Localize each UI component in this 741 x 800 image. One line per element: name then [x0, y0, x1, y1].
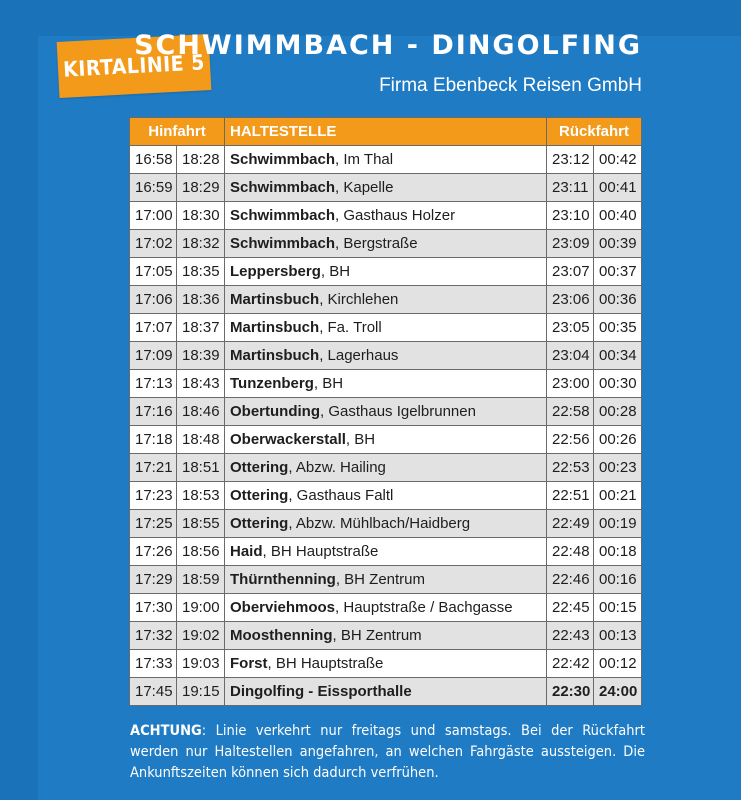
stop-cell [225, 202, 547, 230]
return-time-1: 23:05 [547, 314, 594, 342]
stop-detail: , Bergstraße [335, 235, 418, 252]
stop-detail: , Hauptstraße / Bachgasse [335, 599, 513, 616]
stop-place: Forst [230, 655, 268, 672]
outbound-time-1: 17:32 [130, 622, 177, 650]
stop-cell [225, 370, 547, 398]
outbound-time-2: 19:00 [177, 594, 225, 622]
stop-detail: , Gasthaus Holzer [335, 207, 456, 224]
stop-cell [225, 426, 547, 454]
outbound-time-1: 17:33 [130, 650, 177, 678]
return-time-2: 00:37 [594, 258, 642, 286]
outbound-time-1: 17:45 [130, 678, 177, 706]
table-row [130, 202, 642, 230]
return-time-2: 00:28 [594, 398, 642, 426]
final-stop-name: Dingolfing - Eissporthalle [225, 678, 547, 706]
return-time-1: 23:10 [547, 202, 594, 230]
return-time-2: 00:12 [594, 650, 642, 678]
stop-cell [225, 174, 547, 202]
table-row [130, 454, 642, 482]
return-time-1: 22:45 [547, 594, 594, 622]
outbound-time-1: 17:09 [130, 342, 177, 370]
return-time-2: 00:36 [594, 286, 642, 314]
return-time-1: 22:56 [547, 426, 594, 454]
stop-place: Martinsbuch [230, 291, 320, 308]
table-row [130, 510, 642, 538]
table-row [130, 538, 642, 566]
stop-cell [225, 286, 547, 314]
stop-cell [225, 454, 547, 482]
table-row [130, 398, 642, 426]
table-row [130, 286, 642, 314]
stop-cell [225, 314, 547, 342]
return-time-1: 22:53 [547, 454, 594, 482]
return-time-2: 00:26 [594, 426, 642, 454]
line-badge-label: KIRTALINIE 5 [62, 50, 206, 82]
stop-cell [225, 510, 547, 538]
table-row [130, 342, 642, 370]
return-time-2: 00:34 [594, 342, 642, 370]
return-time-2: 00:39 [594, 230, 642, 258]
return-time-2: 00:23 [594, 454, 642, 482]
header-return: Rückfahrt [547, 118, 642, 146]
stop-place: Ottering [230, 515, 289, 532]
stop-place: Tunzenberg [230, 375, 314, 392]
return-time-1: 23:07 [547, 258, 594, 286]
table-row [130, 622, 642, 650]
stop-place: Schwimmbach [230, 207, 336, 224]
table-row [130, 426, 642, 454]
outbound-time-2: 18:37 [177, 314, 225, 342]
stop-detail: , Lagerhaus [319, 347, 399, 364]
table-row [130, 314, 642, 342]
stop-cell [225, 650, 547, 678]
table-row [130, 174, 642, 202]
stop-cell [225, 398, 547, 426]
return-time-1: 23:12 [547, 146, 594, 174]
stop-detail: , Kirchlehen [319, 291, 399, 308]
outbound-time-1: 17:30 [130, 594, 177, 622]
outbound-time-2: 18:32 [177, 230, 225, 258]
route-title: SCHWIMMBACH - DINGOLFING [134, 30, 642, 61]
outbound-time-2: 19:15 [177, 678, 225, 706]
outbound-time-2: 19:02 [177, 622, 225, 650]
outbound-time-2: 18:36 [177, 286, 225, 314]
stop-detail: , Im Thal [335, 151, 394, 168]
outbound-time-1: 17:00 [130, 202, 177, 230]
outbound-time-1: 17:13 [130, 370, 177, 398]
stop-detail: , Abzw. Mühlbach/Haidberg [288, 515, 471, 532]
stop-cell [225, 146, 547, 174]
return-time-1: 23:00 [547, 370, 594, 398]
outbound-time-1: 17:02 [130, 230, 177, 258]
outbound-time-1: 17:29 [130, 566, 177, 594]
return-time-2: 00:15 [594, 594, 642, 622]
outbound-time-2: 18:39 [177, 342, 225, 370]
stop-place: Ottering [230, 487, 289, 504]
stop-place: Moosthenning [230, 627, 333, 644]
stop-place: Thürnthenning [230, 571, 336, 588]
stop-cell [225, 594, 547, 622]
stop-place: Schwimmbach [230, 235, 336, 252]
outbound-time-2: 18:43 [177, 370, 225, 398]
stop-cell [225, 622, 547, 650]
return-time-1: 22:48 [547, 538, 594, 566]
stop-cell [225, 230, 547, 258]
stop-detail: , BH [345, 431, 376, 448]
notice-label: ACHTUNG [130, 723, 202, 739]
return-time-1: 22:49 [547, 510, 594, 538]
return-time-2: 00:13 [594, 622, 642, 650]
operator-name: Firma Ebenbeck Reisen GmbH [379, 75, 642, 96]
table-row [130, 258, 642, 286]
stop-place: Haid [230, 543, 263, 560]
outbound-time-1: 17:25 [130, 510, 177, 538]
stop-detail: , BH Hauptstraße [262, 543, 379, 560]
stop-place: Obertunding [230, 403, 320, 420]
outbound-time-2: 18:35 [177, 258, 225, 286]
return-time-1: 23:11 [547, 174, 594, 202]
return-time-1: 22:58 [547, 398, 594, 426]
return-time-1: 22:51 [547, 482, 594, 510]
stop-cell [225, 258, 547, 286]
stop-place: Martinsbuch [230, 347, 320, 364]
table-row [130, 482, 642, 510]
timetable [129, 117, 642, 706]
return-time-2: 00:30 [594, 370, 642, 398]
return-time-2: 00:35 [594, 314, 642, 342]
outbound-time-1: 17:23 [130, 482, 177, 510]
stop-detail: , Gasthaus Faltl [288, 487, 394, 504]
stop-detail: , Fa. Troll [319, 319, 382, 336]
outbound-time-2: 18:56 [177, 538, 225, 566]
header-stop: HALTESTELLE [225, 118, 547, 146]
outbound-time-1: 17:26 [130, 538, 177, 566]
return-time-2: 00:21 [594, 482, 642, 510]
notice-text: : Linie verkehrt nur freitags und samstags. Bei der Rückfahrt werden nur Haltestellen angefahren, an welchen Fahrgäste aussteigen. Die Ankunftszeiten können sich dadurch verfrühen. [130, 723, 645, 781]
stop-place: Ottering [230, 459, 289, 476]
outbound-time-1: 17:18 [130, 426, 177, 454]
stop-place: Schwimmbach [230, 179, 336, 196]
table-row-final [130, 678, 642, 706]
table-row [130, 650, 642, 678]
return-time-1: 23:06 [547, 286, 594, 314]
stop-detail: , Gasthaus Igelbrunnen [320, 403, 476, 420]
return-time-1: 23:09 [547, 230, 594, 258]
outbound-time-1: 17:07 [130, 314, 177, 342]
outbound-time-1: 16:59 [130, 174, 177, 202]
timetable-header [130, 118, 642, 146]
return-time-1: 22:30 [547, 678, 594, 706]
stop-place: Schwimmbach [230, 151, 336, 168]
outbound-time-2: 18:59 [177, 566, 225, 594]
outbound-time-2: 18:46 [177, 398, 225, 426]
stop-detail: , Abzw. Hailing [288, 459, 386, 476]
outbound-time-1: 17:06 [130, 286, 177, 314]
table-row [130, 594, 642, 622]
outbound-time-2: 18:53 [177, 482, 225, 510]
stop-place: Martinsbuch [230, 319, 320, 336]
stop-cell [225, 538, 547, 566]
table-row [130, 370, 642, 398]
stop-detail: , BH [320, 263, 351, 280]
stop-cell [225, 566, 547, 594]
table-row [130, 230, 642, 258]
return-time-2: 00:41 [594, 174, 642, 202]
return-time-2: 00:42 [594, 146, 642, 174]
return-time-1: 22:46 [547, 566, 594, 594]
outbound-time-2: 19:03 [177, 650, 225, 678]
table-row [130, 566, 642, 594]
header-outbound: Hinfahrt [130, 118, 225, 146]
outbound-time-2: 18:51 [177, 454, 225, 482]
outbound-time-1: 17:05 [130, 258, 177, 286]
stop-place: Oberwackerstall [230, 431, 346, 448]
return-time-2: 00:16 [594, 566, 642, 594]
outbound-time-1: 17:16 [130, 398, 177, 426]
stop-place: Leppersberg [230, 263, 321, 280]
stop-cell [225, 342, 547, 370]
stop-detail: , BH [313, 375, 344, 392]
stop-detail: , BH Zentrum [332, 627, 422, 644]
outbound-time-2: 18:29 [177, 174, 225, 202]
return-time-2: 24:00 [594, 678, 642, 706]
return-time-1: 22:42 [547, 650, 594, 678]
return-time-2: 00:19 [594, 510, 642, 538]
return-time-2: 00:40 [594, 202, 642, 230]
outbound-time-2: 18:48 [177, 426, 225, 454]
outbound-time-2: 18:28 [177, 146, 225, 174]
return-time-1: 23:04 [547, 342, 594, 370]
notice [130, 721, 645, 784]
stop-cell [225, 482, 547, 510]
return-time-2: 00:18 [594, 538, 642, 566]
outbound-time-2: 18:55 [177, 510, 225, 538]
stop-detail: , BH Zentrum [335, 571, 425, 588]
table-row [130, 146, 642, 174]
timetable-body [130, 146, 642, 706]
stop-detail: , Kapelle [335, 179, 394, 196]
outbound-time-1: 16:58 [130, 146, 177, 174]
return-time-1: 22:43 [547, 622, 594, 650]
outbound-time-2: 18:30 [177, 202, 225, 230]
outbound-time-1: 17:21 [130, 454, 177, 482]
stop-detail: , BH Hauptstraße [267, 655, 384, 672]
stop-place: Oberviehmoos [230, 599, 336, 616]
